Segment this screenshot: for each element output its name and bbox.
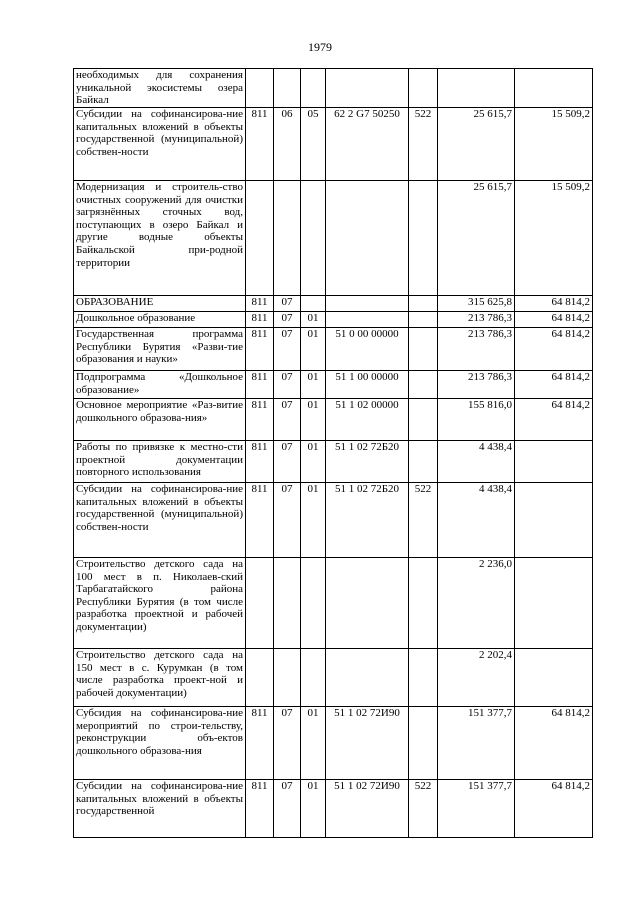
row-amount-2: 64 814,2	[515, 328, 593, 371]
table-row	[74, 371, 593, 399]
row-subsection-code	[301, 181, 326, 296]
row-target-article	[326, 296, 409, 312]
row-section-code	[274, 558, 301, 649]
row-ved-code: 811	[246, 707, 274, 780]
row-expense-type: 522	[409, 108, 438, 181]
row-subsection-code	[301, 296, 326, 312]
row-target-article	[326, 69, 409, 108]
budget-table	[73, 68, 593, 838]
row-name: Субсидии на софинансирова-ние капитальных вложений в объекты государственной (муниципальной) собствен-ности	[74, 483, 246, 558]
row-amount-2: 64 814,2	[515, 296, 593, 312]
row-target-article	[326, 649, 409, 707]
row-subsection-code: 01	[301, 328, 326, 371]
row-name: Строительство детского сада на 150 мест в с. Курумкан (в том числе разработка проект-ной и рабочей документации)	[74, 649, 246, 707]
row-ved-code: 811	[246, 399, 274, 441]
row-ved-code: 811	[246, 328, 274, 371]
row-amount-2	[515, 69, 593, 108]
row-amount-2: 64 814,2	[515, 707, 593, 780]
row-amount-1: 25 615,7	[438, 181, 515, 296]
table-row	[74, 399, 593, 441]
row-subsection-code: 01	[301, 441, 326, 483]
row-expense-type	[409, 312, 438, 328]
row-expense-type	[409, 558, 438, 649]
row-subsection-code	[301, 69, 326, 108]
row-target-article	[326, 181, 409, 296]
row-amount-1: 213 786,3	[438, 371, 515, 399]
row-name: Основное мероприятие «Раз-витие дошкольного образова-ния»	[74, 399, 246, 441]
row-section-code	[274, 181, 301, 296]
table-row	[74, 181, 593, 296]
row-ved-code: 811	[246, 296, 274, 312]
row-ved-code: 811	[246, 371, 274, 399]
row-expense-type	[409, 328, 438, 371]
row-section-code: 07	[274, 441, 301, 483]
row-subsection-code: 01	[301, 371, 326, 399]
row-expense-type	[409, 69, 438, 108]
table-row	[74, 558, 593, 649]
row-expense-type	[409, 649, 438, 707]
row-amount-2: 64 814,2	[515, 780, 593, 838]
table-row	[74, 108, 593, 181]
row-amount-2	[515, 441, 593, 483]
row-amount-1: 213 786,3	[438, 312, 515, 328]
row-target-article: 51 1 02 72Б20	[326, 441, 409, 483]
row-section-code: 06	[274, 108, 301, 181]
table-row	[74, 69, 593, 108]
row-expense-type: 522	[409, 780, 438, 838]
row-amount-1: 213 786,3	[438, 328, 515, 371]
row-section-code	[274, 69, 301, 108]
row-name: Работы по привязке к местно-сти проектной документации повторного использования	[74, 441, 246, 483]
row-ved-code: 811	[246, 483, 274, 558]
row-name: Дошкольное образование	[74, 312, 246, 328]
row-amount-1: 25 615,7	[438, 108, 515, 181]
row-name: Подпрограмма «Дошкольное образование»	[74, 371, 246, 399]
row-name: Субсидии на софинансирова-ние капитальных вложений в объекты государственной (муниципальной) собствен-ности	[74, 108, 246, 181]
row-amount-2	[515, 558, 593, 649]
row-subsection-code: 01	[301, 780, 326, 838]
row-amount-1: 155 816,0	[438, 399, 515, 441]
row-amount-2: 15 509,2	[515, 181, 593, 296]
table-row	[74, 328, 593, 371]
row-ved-code	[246, 649, 274, 707]
row-target-article: 51 1 02 00000	[326, 399, 409, 441]
row-amount-1: 151 377,7	[438, 707, 515, 780]
row-amount-1: 151 377,7	[438, 780, 515, 838]
table-row	[74, 649, 593, 707]
table-row	[74, 441, 593, 483]
row-amount-1: 2 236,0	[438, 558, 515, 649]
row-target-article: 51 1 00 00000	[326, 371, 409, 399]
row-name: необходимых для сохранения уникальной экосистемы озера Байкал	[74, 69, 246, 108]
row-section-code: 07	[274, 707, 301, 780]
row-target-article: 51 1 02 72И90	[326, 707, 409, 780]
row-name: ОБРАЗОВАНИЕ	[74, 296, 246, 312]
row-ved-code: 811	[246, 780, 274, 838]
row-target-article: 62 2 G7 50250	[326, 108, 409, 181]
row-name: Государственная программа Республики Бурятия «Разви-тие образования и науки»	[74, 328, 246, 371]
table-body	[74, 69, 593, 838]
row-subsection-code: 01	[301, 707, 326, 780]
row-target-article	[326, 558, 409, 649]
row-amount-2: 64 814,2	[515, 312, 593, 328]
row-section-code: 07	[274, 296, 301, 312]
row-subsection-code: 01	[301, 312, 326, 328]
row-subsection-code: 01	[301, 399, 326, 441]
row-amount-1: 315 625,8	[438, 296, 515, 312]
row-expense-type	[409, 371, 438, 399]
row-section-code: 07	[274, 399, 301, 441]
row-name: Субсидии на софинансирова-ние капитальных вложений в объекты государственной	[74, 780, 246, 838]
row-ved-code: 811	[246, 312, 274, 328]
row-subsection-code: 01	[301, 483, 326, 558]
table-row	[74, 780, 593, 838]
row-section-code: 07	[274, 483, 301, 558]
row-section-code: 07	[274, 312, 301, 328]
row-expense-type	[409, 399, 438, 441]
row-name: Модернизация и строитель-ство очистных сооружений для очистки загрязнённых сточных вод, поступающих в озеро Байкал и другие водные объекты Байкальской при-родной территории	[74, 181, 246, 296]
row-target-article: 51 1 02 72Б20	[326, 483, 409, 558]
row-amount-1: 4 438,4	[438, 483, 515, 558]
page-number: 1979	[308, 40, 332, 54]
row-expense-type: 522	[409, 483, 438, 558]
row-ved-code	[246, 181, 274, 296]
row-amount-1: 4 438,4	[438, 441, 515, 483]
row-section-code	[274, 649, 301, 707]
row-ved-code: 811	[246, 108, 274, 181]
row-target-article: 51 1 02 72И90	[326, 780, 409, 838]
row-amount-2: 15 509,2	[515, 108, 593, 181]
row-ved-code	[246, 69, 274, 108]
row-name: Субсидия на софинансирова-ние мероприятий по строи-тельству, реконструкции объ-ектов дошкольного образова-ния	[74, 707, 246, 780]
row-subsection-code	[301, 649, 326, 707]
row-target-article	[326, 312, 409, 328]
row-section-code: 07	[274, 371, 301, 399]
row-target-article: 51 0 00 00000	[326, 328, 409, 371]
row-amount-2	[515, 483, 593, 558]
table-row	[74, 483, 593, 558]
table-row	[74, 296, 593, 312]
row-expense-type	[409, 441, 438, 483]
table-row	[74, 707, 593, 780]
row-amount-1	[438, 69, 515, 108]
row-section-code: 07	[274, 780, 301, 838]
row-name: Строительство детского сада на 100 мест в п. Николаев-ский Тарбагатайского района Республики Бурятия (в том числе разработка проектной и рабочей документации)	[74, 558, 246, 649]
table-row	[74, 312, 593, 328]
row-ved-code	[246, 558, 274, 649]
row-expense-type	[409, 707, 438, 780]
row-amount-2	[515, 649, 593, 707]
row-expense-type	[409, 296, 438, 312]
row-amount-2: 64 814,2	[515, 371, 593, 399]
row-amount-1: 2 202,4	[438, 649, 515, 707]
row-subsection-code: 05	[301, 108, 326, 181]
row-amount-2: 64 814,2	[515, 399, 593, 441]
row-subsection-code	[301, 558, 326, 649]
row-ved-code: 811	[246, 441, 274, 483]
row-expense-type	[409, 181, 438, 296]
row-section-code: 07	[274, 328, 301, 371]
